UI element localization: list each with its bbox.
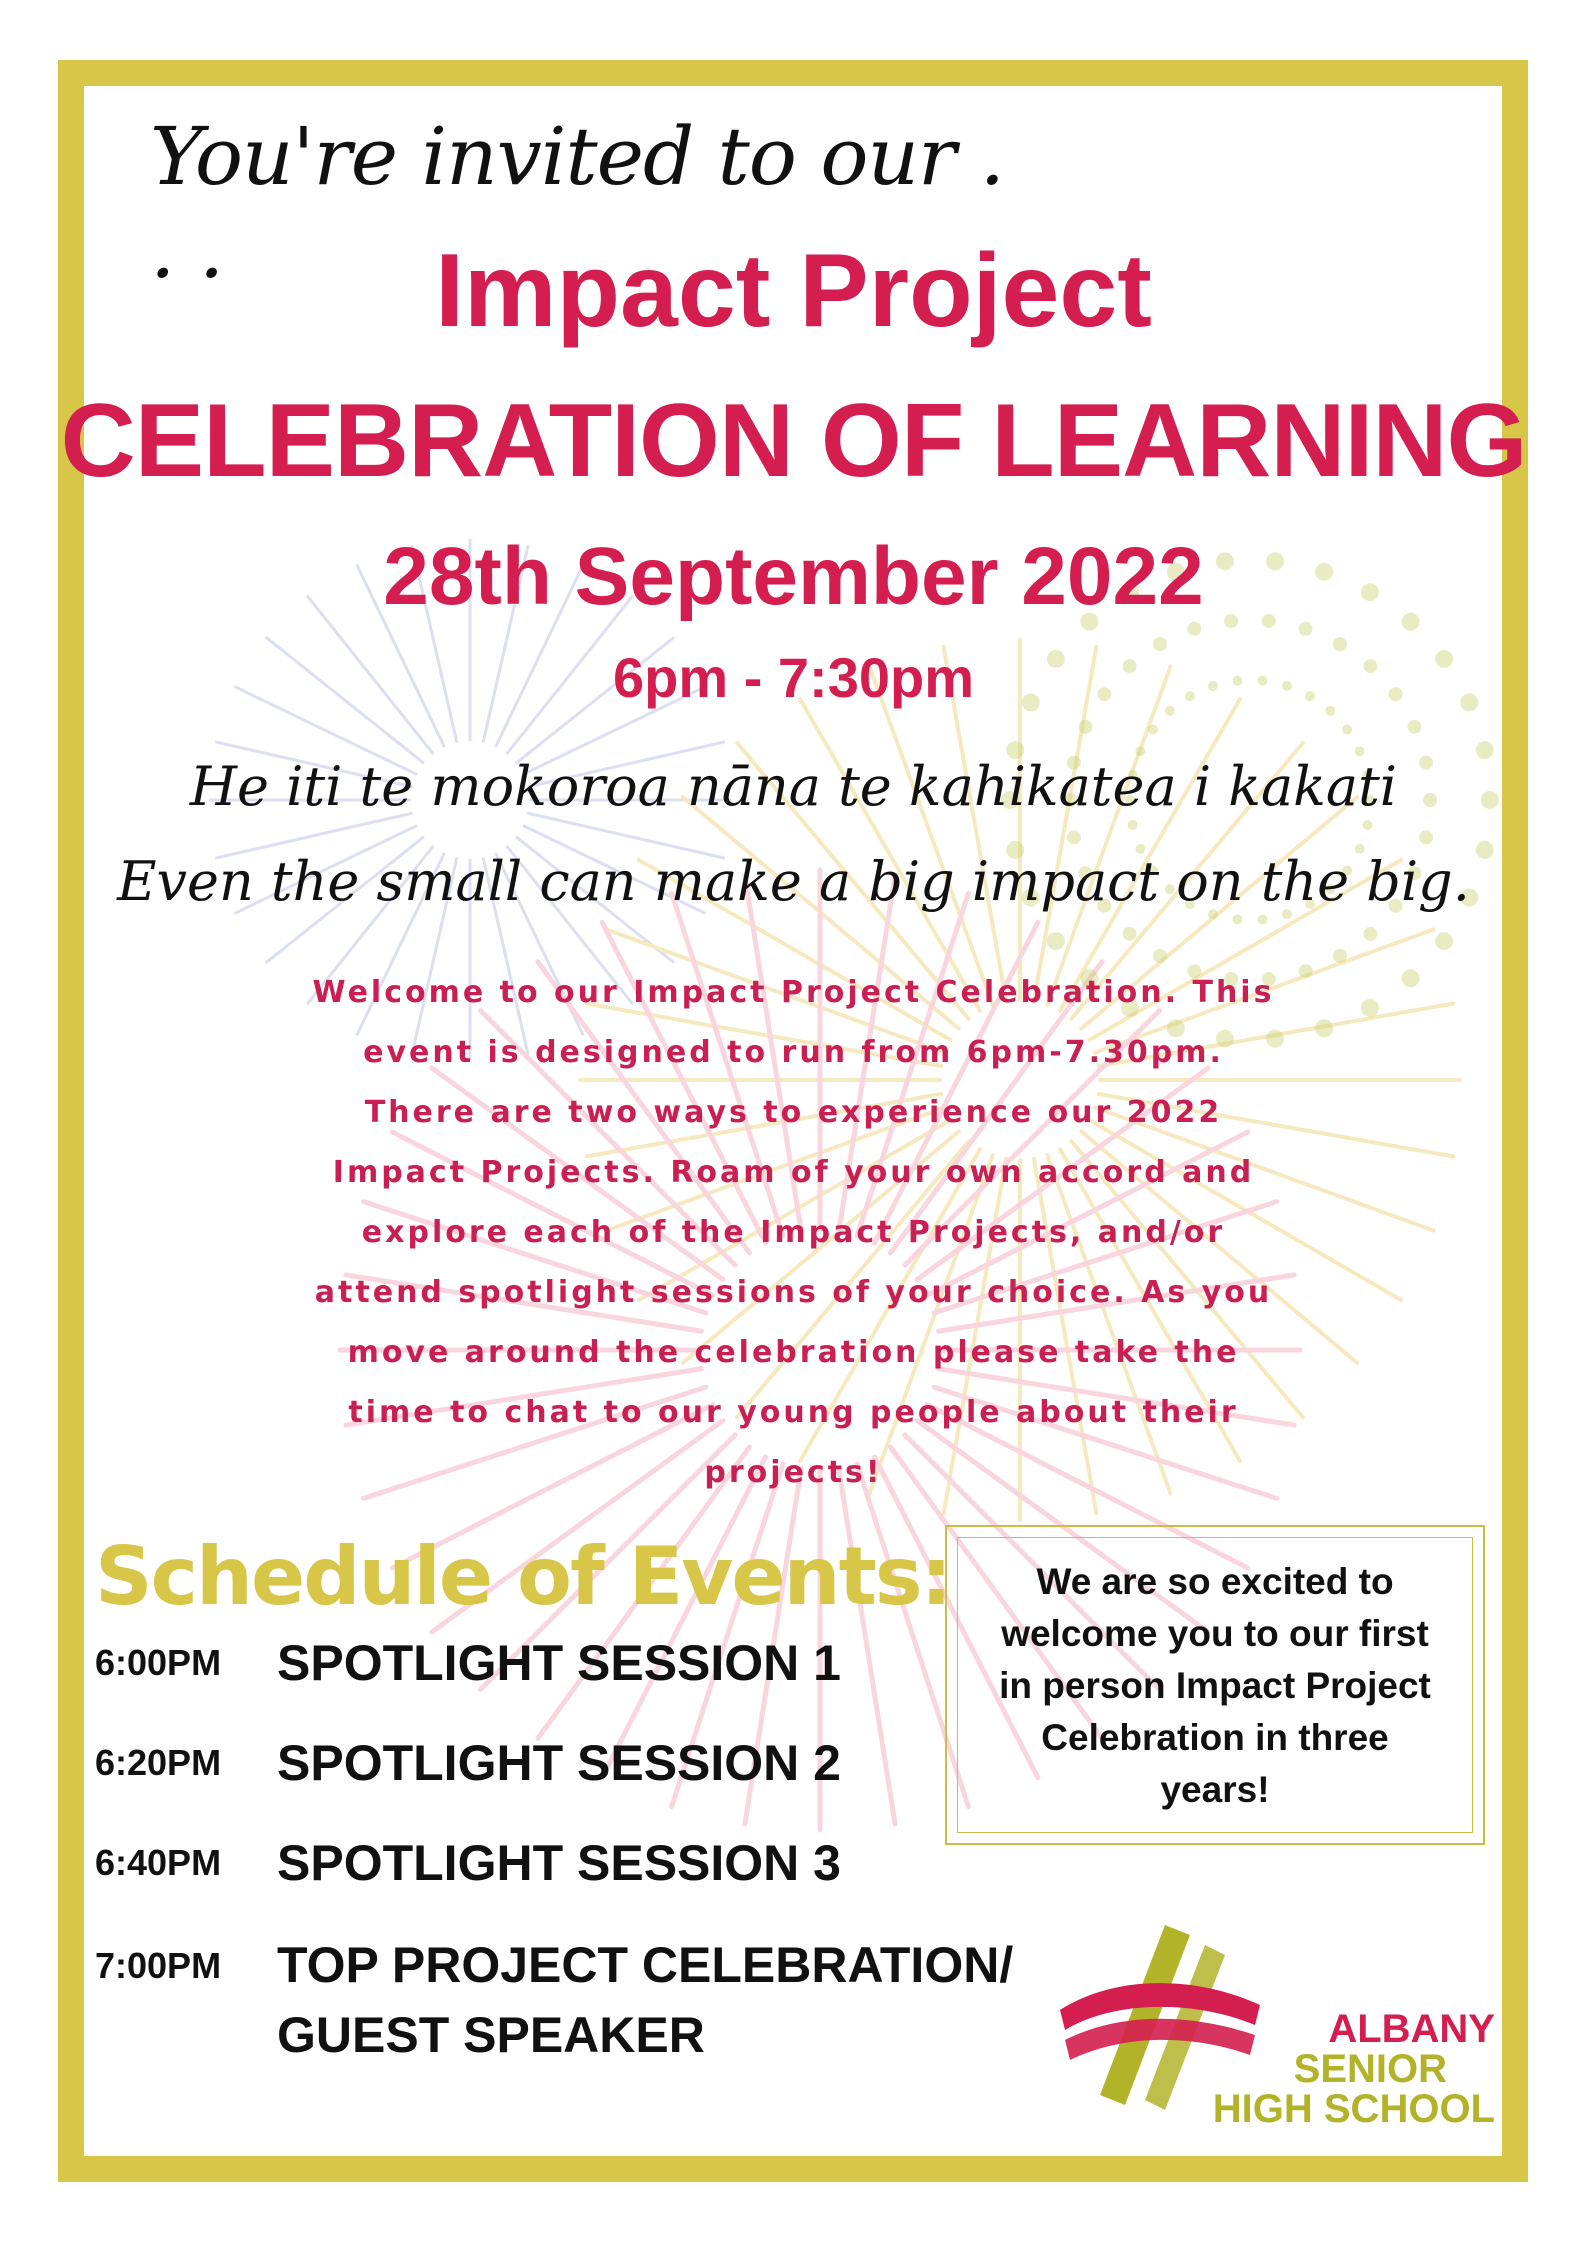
- schedule-title: Schedule of Events:: [95, 1530, 951, 1623]
- proverb-english: Even the small can make a big impact on the big.: [117, 850, 1470, 913]
- welcome-line: attend spotlight sessions of your choice. As you: [314, 1275, 1273, 1310]
- logo-albany: ALBANY: [1328, 2007, 1495, 2051]
- logo-senior: SENIOR: [1293, 2047, 1447, 2091]
- welcome-paragraph: [280, 963, 1307, 1503]
- albany-senior-high-school-logo: [1055, 1915, 1495, 2131]
- schedule-label: SPOTLIGHT SESSION 2: [277, 1735, 841, 1791]
- schedule-time: 6:00PM: [95, 1642, 222, 1683]
- invite-line: You're invited to our . . .: [150, 110, 1005, 296]
- welcome-line: move around the celebration please take the: [347, 1335, 1240, 1370]
- schedule-label: TOP PROJECT CELEBRATION/: [277, 1937, 1014, 1993]
- event-time: 6pm - 7:30pm: [613, 646, 974, 709]
- note-line: years!: [1160, 1769, 1270, 1810]
- schedule-time: 6:20PM: [95, 1742, 222, 1783]
- welcome-line: Welcome to our Impact Project Celebration. This: [312, 975, 1275, 1010]
- schedule-label: SPOTLIGHT SESSION 1: [277, 1635, 841, 1691]
- welcome-line: There are two ways to experience our 2022: [364, 1095, 1223, 1130]
- school-emblem-icon: [1055, 1915, 1265, 2115]
- note-line: We are so excited to: [1036, 1561, 1394, 1602]
- welcome-line: explore each of the Impact Projects, and/or: [361, 1215, 1226, 1250]
- welcome-line: event is designed to run from 6pm-7.30pm.: [363, 1035, 1224, 1070]
- note-line: welcome you to our first: [1001, 1613, 1429, 1654]
- title-impact-project: Impact Project: [435, 233, 1152, 349]
- schedule-label-continued: GUEST SPEAKER: [277, 2007, 705, 2063]
- title-celebration-of-learning: CELEBRATION OF LEARNING: [60, 383, 1527, 499]
- note-line: Celebration in three: [1041, 1717, 1389, 1758]
- welcome-line: Impact Projects. Roam of your own accord and: [332, 1155, 1255, 1190]
- event-date: 28th September 2022: [383, 531, 1204, 622]
- note-line: in person Impact Project: [999, 1665, 1431, 1706]
- logo-high-school: HIGH SCHOOL: [1212, 2087, 1495, 2131]
- schedule-time: 6:40PM: [95, 1842, 222, 1883]
- proverb-maori: He iti te mokoroa nāna te kahikatea i kakati: [189, 755, 1398, 818]
- excited-note-text: [965, 1556, 1465, 1816]
- schedule-label: SPOTLIGHT SESSION 3: [277, 1835, 841, 1891]
- welcome-line: time to chat to our young people about their: [348, 1395, 1239, 1430]
- schedule-time: 7:00PM: [95, 1945, 222, 1986]
- welcome-line: projects!: [704, 1455, 883, 1490]
